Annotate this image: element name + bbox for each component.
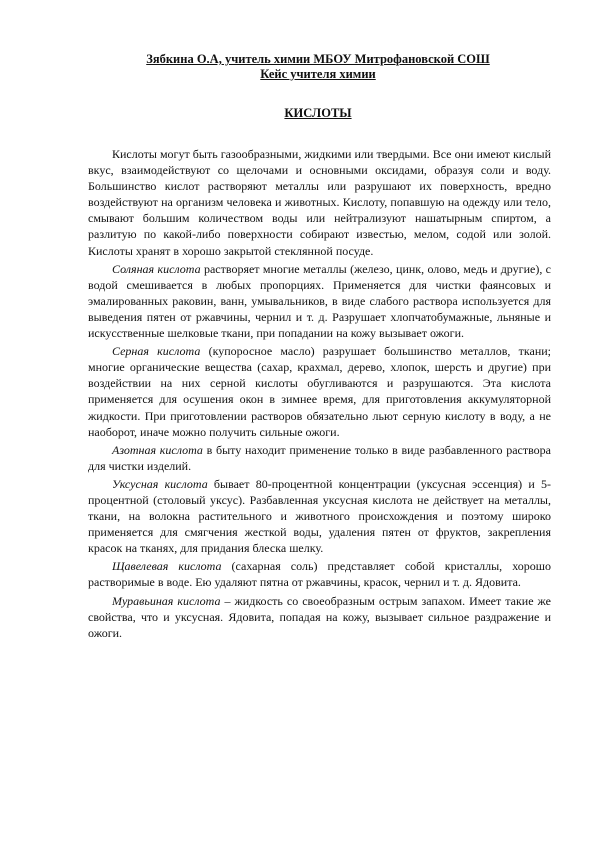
paragraph-text: – жидкость со своеобразным острым запахом. Имеет такие же свойства, что и уксусная. Ядовита, попадая на кожу, вызывает сильное раздражение и ожоги.: [88, 593, 551, 640]
document-header: [88, 52, 548, 82]
acid-term: Уксусная кислота: [112, 476, 208, 491]
body-text: [88, 146, 551, 643]
acid-term: Серная кислота: [112, 344, 201, 359]
paragraph-acetic-acid: [88, 476, 551, 556]
subtitle-line: Кейс учителя химии: [260, 67, 376, 81]
acid-term: Муравьиная кислота: [112, 593, 221, 608]
paragraph-nitric-acid: [88, 442, 551, 474]
acid-term: Соляная кислота: [112, 261, 201, 276]
page-title: КИСЛОТЫ: [284, 106, 352, 120]
paragraph-text: (купоросное масло) разрушает большинство металлов, ткани; многие органические вещества (сахар, крахмал, дерево, хлопок, шерсть и другие) при воздействии на них серной кислоты обугливаются и разрушаются. Эта кислота применяется для осушения окон в зимнее время, для приготовления аккумуляторной жидкости. При приготовлении растворов обязательно льют серную кислоту в воду, а не наоборот, иначе можно получить сильные ожоги.: [88, 344, 552, 439]
paragraph-text: (сахарная соль) представляет собой кристаллы, хорошо растворимые в воде. Ею удаляют пятна от ржавчины, красок, чернил и т. д. Ядовита.: [88, 559, 551, 590]
paragraph-intro: Кислоты могут быть газообразными, жидкими или твердыми. Все они имеют кислый вкус, взаимодействуют со щелочами и основными оксидами, образуя соли и воду. Большинство кислот растворяют металлы или разрушают их поверхность, вредно воздействуют на организм человека и животных. Кислоту, попавшую на одежду или тело, смывают большим количеством воды или нейтрализуют нашатырным спиртом, а разлитую по какой-либо поверхности собирают известью, мелом, содой или золой. Кислоты хранят в хорошо закрытой стеклянной посуде.: [88, 147, 551, 258]
paragraph-text: бывает 80-процентной концентрации (уксусная эссенция) и 5-процентной (столовый уксус). Разбавленная уксусная кислота не действует на металлы, ткани, на волокна растительного и животного происхождения и поэтому широко применяется для смягчения жесткой воды, удаления пятен от фруктов, закрепления красок на тканях, для придания блеска шелку.: [88, 476, 551, 556]
paragraph-sulfuric-acid: [88, 343, 551, 440]
paragraph-text: в быту находит применение только в виде разбавленного раствора для чистки изделий.: [88, 442, 551, 473]
paragraph-oxalic-acid: [88, 558, 551, 590]
acid-term: Щавелевая кислота: [112, 559, 222, 574]
paragraph-text: растворяет многие металлы (железо, цинк, олово, медь и другие), с водой смешивается в любых пропорциях. Применяется для чистки фаянсовых и эмалированных раковин, ванн, умывальников, в виде слабого раствора используется для выведения пятен от ржавчины, чернил и т. д. Разрушает хлопчатобумажные, льняные и искусственные шелковые ткани, при попадании на кожу вызывает ожоги.: [88, 261, 551, 341]
author-line: Зябкина О.А, учитель химии МБОУ Митрофановской СОШ: [146, 52, 490, 66]
paragraph-formic-acid: [88, 593, 551, 641]
acid-term: Азотная кислота: [112, 442, 203, 457]
paragraph-hydrochloric-acid: [88, 261, 551, 341]
